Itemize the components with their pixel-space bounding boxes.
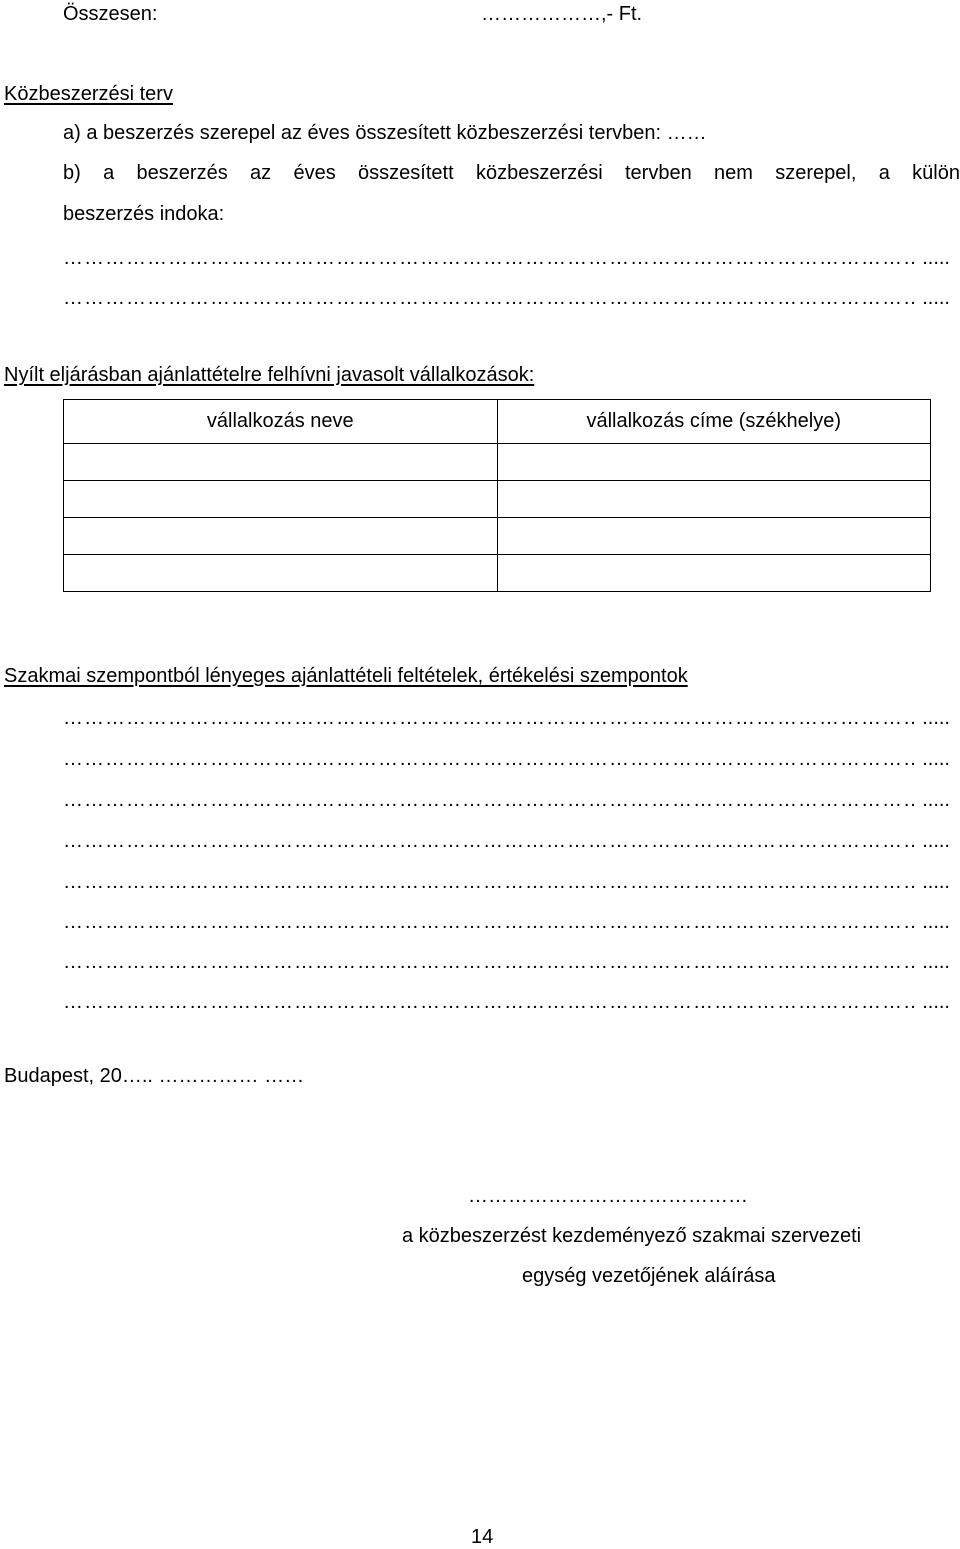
criteria-dotted-line: [63, 706, 950, 730]
table-cell: [497, 555, 931, 592]
total-value: ………………,- Ft.: [481, 3, 643, 25]
line-end: .....: [922, 748, 950, 770]
table-cell: [64, 444, 498, 481]
criteria-heading: Szakmai szempontból lényeges ajánlattételi feltételek, értékelési szempontok: [4, 665, 688, 687]
criteria-dotted-line: [63, 788, 950, 812]
firms-heading: Nyílt eljárásban ajánlattételre felhívni javasolt vállalkozások:: [4, 364, 535, 386]
line-end: .....: [922, 991, 950, 1013]
plan-option-a: a) a beszerzés szerepel az éves összesített közbeszerzési tervben: ……: [63, 122, 707, 144]
signature-caption-line2: egység vezetőjének aláírása: [522, 1265, 776, 1287]
table-cell: [497, 444, 931, 481]
plan-option-b-line1: b) a beszerzés az éves összesített közbeszerzési tervben nem szerepel, a külön: [63, 162, 960, 184]
table-row: [64, 555, 931, 592]
criteria-dotted-line: [63, 829, 950, 853]
line-end: .....: [922, 707, 950, 729]
criteria-dotted-line: [63, 910, 950, 934]
table-cell: [497, 481, 931, 518]
total-label: Összesen:: [63, 3, 158, 25]
signature-line: ……………………………………: [468, 1185, 748, 1207]
line-end: .....: [922, 247, 950, 269]
table-row: [64, 444, 931, 481]
plan-option-b-line2: beszerzés indoka:: [63, 203, 225, 225]
firms-table: [63, 399, 931, 592]
plan-heading: Közbeszerzési terv: [4, 83, 173, 105]
table-row: [64, 518, 931, 555]
page-number: 14: [471, 1526, 494, 1548]
table-cell: [497, 518, 931, 555]
table-row: [64, 481, 931, 518]
line-end: .....: [922, 911, 950, 933]
criteria-dotted-line: [63, 990, 950, 1014]
place-date: Budapest, 20….. …………… ……: [4, 1065, 305, 1087]
table-cell: [64, 518, 498, 555]
line-end: .....: [922, 287, 950, 309]
criteria-dotted-line: [63, 870, 950, 894]
reason-dotted-line: [63, 286, 950, 310]
table-header-row: [64, 400, 931, 444]
line-end: .....: [922, 951, 950, 973]
column-header-name: vállalkozás neve: [64, 400, 498, 444]
reason-dotted-line: [63, 246, 950, 270]
criteria-dotted-line: [63, 747, 950, 771]
column-header-address: vállalkozás címe (székhelye): [497, 400, 931, 444]
table-cell: [64, 555, 498, 592]
signature-caption-line1: a közbeszerzést kezdeményező szakmai szervezeti: [402, 1225, 862, 1247]
line-end: .....: [922, 830, 950, 852]
criteria-dotted-line: [63, 950, 950, 974]
line-end: .....: [922, 789, 950, 811]
line-end: .....: [922, 871, 950, 893]
table-cell: [64, 481, 498, 518]
